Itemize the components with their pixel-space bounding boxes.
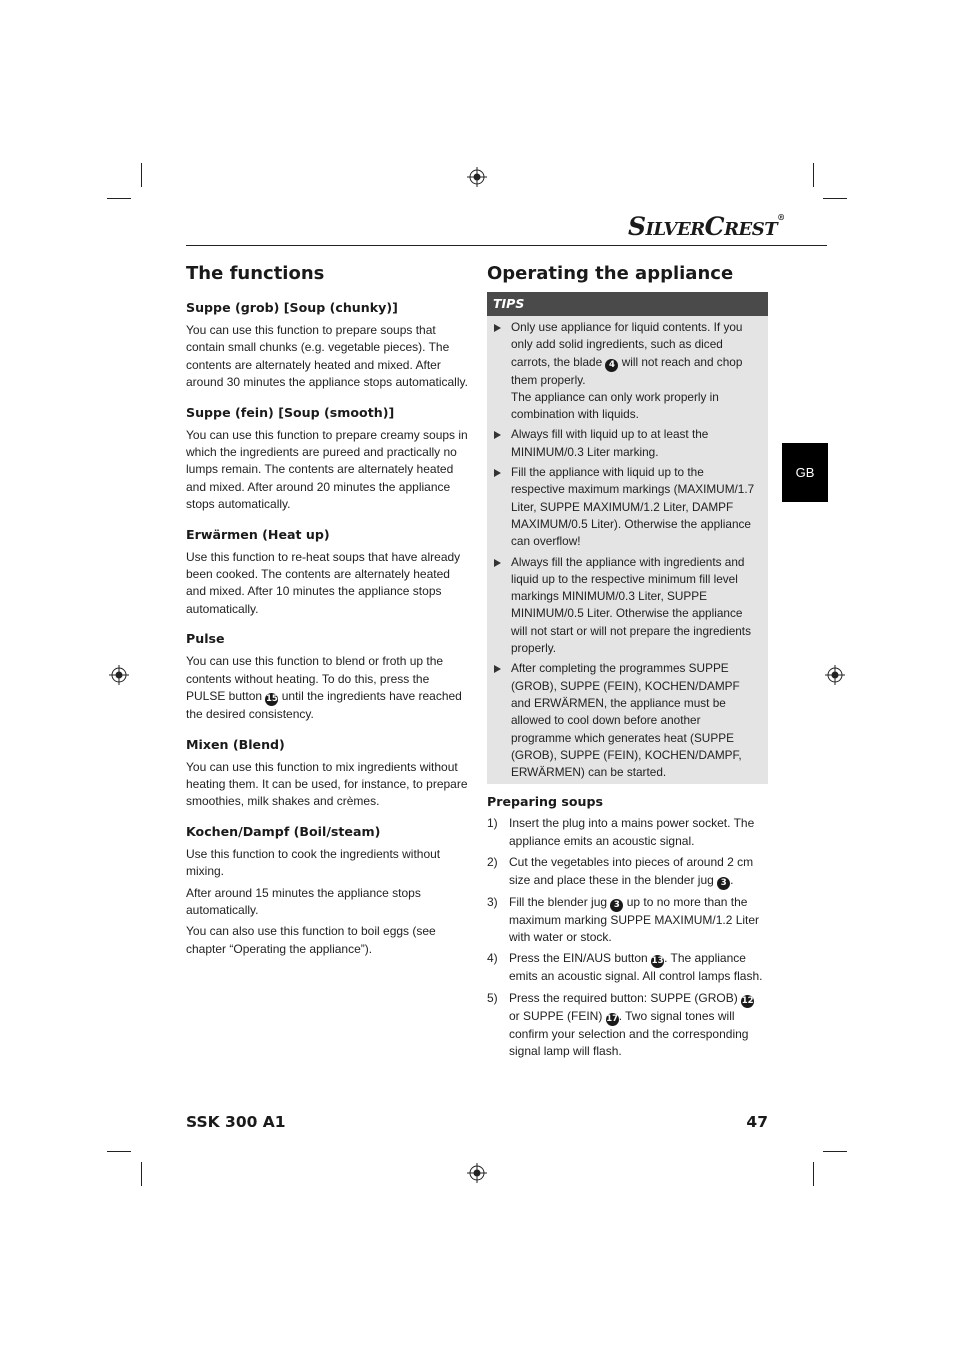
- registration-mark-icon: [467, 1163, 487, 1183]
- crop-mark: [813, 163, 814, 187]
- footer-model: SSK 300 A1: [186, 1113, 286, 1131]
- ein-aus-button-ref: 13: [651, 956, 664, 967]
- function-description: After around 15 minutes the appliance stops automatically.: [186, 885, 421, 917]
- brand-logo: SILVERCREST®: [628, 212, 785, 241]
- function-description: You can also use this function to boil eggs (see chapter “Operating the appliance”).: [186, 924, 436, 956]
- tips-box: [487, 292, 768, 784]
- function-heading: Mixen (Blend): [186, 736, 285, 752]
- crop-mark: [107, 1151, 131, 1152]
- step-item: 2) Cut the vegetables into pieces of around 2 cm size and place these in the blender jug 3 .: [487, 855, 754, 888]
- step-item: 1) Insert the plug into a mains power socket. The appliance emits an acoustic signal.: [487, 816, 755, 848]
- function-section: [186, 736, 468, 811]
- function-description: You can use this function to blend or froth up the contents without heating. To do this, press the PULSE button 15 until the ingredients have reached the desired consistency.: [186, 654, 462, 722]
- registration-mark-icon: [467, 167, 487, 187]
- registration-mark-icon: [109, 665, 129, 685]
- arrow-bullet-icon: [494, 324, 501, 332]
- step-item: 5) Press the required button: SUPPE (GROB) 12 or SUPPE (FEIN) 17. Two signal tones will confirm your selection and the corresponding signal lamp will flash.: [487, 990, 754, 1059]
- arrow-bullet-icon: [494, 469, 501, 477]
- header-rule: [186, 245, 827, 246]
- function-heading: Pulse: [186, 631, 225, 647]
- step-item: 3) Fill the blender jug 3 up to no more than the maximum marking SUPPE MAXIMUM/1.2 Liter with water or stock.: [487, 894, 760, 945]
- crop-mark: [141, 163, 142, 187]
- tip-item: Always fill with liquid up to at least the MINIMUM/0.3 Liter marking.: [487, 426, 768, 461]
- tips-heading: TIPS: [487, 292, 768, 316]
- function-description: Use this function to re-heat soups that have already been cooked. The contents are alternately heated and mixed. After 10 minutes the appliance stops automatically.: [186, 549, 461, 616]
- pulse-button-ref: 15: [265, 694, 278, 705]
- arrow-bullet-icon: [494, 559, 501, 567]
- arrow-bullet-icon: [494, 431, 501, 439]
- function-section: [186, 526, 468, 619]
- operating-title: Operating the appliance: [487, 263, 734, 284]
- function-section: [186, 630, 468, 723]
- tip-item: Only use appliance for liquid contents. If you only add solid ingredients, such as diced carrots, the blade 4 will not reach and chop them properly. The appliance can only work properly in combination with liquids.: [487, 319, 768, 423]
- crop-mark: [107, 198, 131, 199]
- blender-jug-ref: 3: [610, 899, 623, 912]
- crop-mark: [823, 198, 847, 199]
- tip-item: Fill the appliance with liquid up to the respective maximum markings (MAXIMUM/1.7 Liter, SUPPE MAXIMUM/1.2 Liter, DAMPF MAXIMUM/0.5 Liter). Otherwise the appliance can overflow!: [487, 464, 768, 550]
- function-description: You can use this function to prepare creamy soups in which the ingredients are pureed and practically no lumps remain. The contents are alternately heated and mixed. After around 20 minutes the appliance stops automatically.: [186, 427, 468, 512]
- function-section: [186, 823, 468, 958]
- step-item: 4) Press the EIN/AUS button 13. The appliance emits an acoustic signal. All control lamps flash.: [487, 951, 763, 984]
- function-description: You can use this function to prepare soups that contain small chunks (e.g. vegetable pieces). The contents are alternately heated and mixed. After around 30 minutes the appliance stops automatically.: [186, 323, 468, 390]
- functions-title: The functions: [186, 263, 325, 284]
- function-heading: Erwärmen (Heat up): [186, 526, 330, 542]
- operating-column: [487, 262, 768, 1061]
- suppe-grob-button-ref: 12: [741, 995, 754, 1006]
- function-description: Use this function to cook the ingredients without mixing.: [186, 846, 441, 879]
- page-number: 47: [746, 1113, 768, 1131]
- function-description: You can use this function to mix ingredients without heating them. It can be used, for instance, to prepare smoothies, milk shakes and crèmes.: [186, 759, 468, 809]
- function-section: [186, 299, 468, 392]
- functions-column: [186, 262, 468, 958]
- blender-jug-ref: 3: [717, 877, 730, 890]
- suppe-fein-button-ref: 17: [606, 1013, 619, 1024]
- function-heading: Kochen/Dampf (Boil/steam): [186, 823, 381, 839]
- function-heading: Suppe (fein) [Soup (smooth)]: [186, 404, 395, 420]
- function-section: [186, 404, 468, 514]
- function-heading: Suppe (grob) [Soup (chunky)]: [186, 300, 398, 315]
- preparing-soups-heading: Preparing soups: [487, 794, 604, 810]
- language-tab: GB: [782, 443, 828, 502]
- arrow-bullet-icon: [494, 665, 501, 673]
- registration-mark-icon: [825, 665, 845, 685]
- tip-item: Always fill the appliance with ingredients and liquid up to the respective minimum fill level markings MINIMUM/0.3 Liter, SUPPE MINIMUM/0.5 Liter. Otherwise the appliance will not start or will not prepare the ingredients properly.: [487, 554, 768, 658]
- blade-ref: 4: [605, 359, 618, 372]
- crop-mark: [813, 1162, 814, 1186]
- crop-mark: [141, 1162, 142, 1186]
- crop-mark: [823, 1151, 847, 1152]
- tip-item: After completing the programmes SUPPE (GROB), SUPPE (FEIN), KOCHEN/DAMPF and ERWÄRMEN, the appliance must be allowed to cool down before another programme which generates heat (SUPPE (GROB), SUPPE (FEIN), KOCHEN/DAMPF, ERWÄRMEN) can be started.: [487, 660, 768, 781]
